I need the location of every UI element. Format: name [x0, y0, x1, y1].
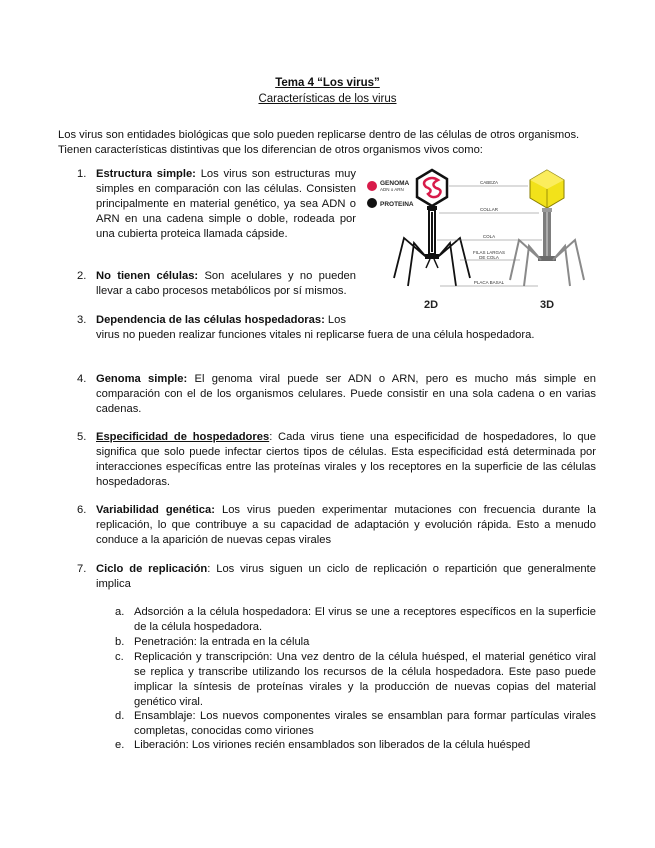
item-heading: Genoma simple: [96, 373, 188, 385]
document-subtitle: Características de los virus [258, 93, 397, 105]
item-text: Los [324, 314, 346, 326]
item-heading: Variabilidad genética: [96, 504, 215, 516]
item-text: : Los virus siguen un ciclo de replicación o repartición que generalmente implica [96, 563, 596, 590]
sublist-letter: e. [115, 739, 125, 751]
sublist-item-b [115, 635, 596, 650]
item-text: Los virus son estructuras muy simples en comparación con las células. Consisten principalmente en material genético, ya sea ADN o ARN en una cadena simple o doble, rodeada por una cubierta proteica llamada cápside. [96, 168, 356, 240]
document-title: Tema 4 “Los virus” [275, 77, 380, 89]
phage-2d-drawing [394, 170, 470, 286]
sublist-text: Liberación: Los viriones recién ensamblados son liberados de la célula huésped [134, 739, 531, 751]
item-heading: Especificidad de hospedadores [96, 431, 270, 443]
sublist-item-e [115, 738, 596, 753]
item-heading: Estructura simple: [96, 168, 196, 180]
proteina-legend-dot [367, 198, 377, 208]
legend-proteina: PROTEINA [380, 201, 414, 208]
label-placa: PLACA BASAL [473, 280, 505, 285]
sublist-text: Penetración: la entrada en la célula [134, 636, 310, 648]
list-item-7 [77, 562, 596, 592]
sublist-letter: b. [115, 636, 125, 648]
phage-3d-drawing [510, 170, 584, 286]
list-item-3 [77, 313, 596, 343]
sublist-text: Ensamblaje: Los nuevos componentes virales se ensamblan para formar partículas virales completas, conocidas como viriones [134, 710, 596, 737]
intro-paragraph: Los virus son entidades biológicas que solo pueden replicarse dentro de las células de otros organismos. Tienen características distintivas que los diferencian de otros organismos vivos como: [58, 129, 580, 156]
list-number: 6. [77, 504, 87, 516]
sublist-item-d [115, 709, 596, 739]
legend-genoma: GENOMA [380, 180, 410, 187]
item-heading: No tienen células: [96, 270, 199, 282]
legend-genoma-sub: ADN o ARN [380, 187, 404, 192]
sublist-item-a [115, 605, 596, 635]
sublist-text: Adsorción a la célula hospedadora: El virus se une a receptores específicos en la superficie de la célula hospedadora. [134, 606, 596, 633]
list-item-2 [77, 269, 356, 299]
list-number: 5. [77, 431, 87, 443]
list-number: 3. [77, 314, 87, 326]
bacteriophage-figure [364, 168, 609, 313]
item-text: El genoma viral puede ser ADN o ARN, pero es mucho más simple en comparación con el de los organismos celulares. Puede consistir en una sola cadena o en varias cadenas. [96, 373, 596, 415]
list-number: 2. [77, 270, 87, 282]
list-item-6 [77, 503, 596, 548]
list-number: 1. [77, 168, 87, 180]
list-number: 7. [77, 563, 87, 575]
list-number: 4. [77, 373, 87, 385]
sublist-text: Replicación y transcripción: Una vez dentro de la célula huésped, el material genético viral se replica y transcribe utilizando los recursos de la célula hospedadora. Este paso puede implicar la síntesis de proteínas virales y la producción de nuevas copias del material genético viral. [134, 651, 596, 708]
label-2d: 2D [424, 299, 439, 311]
label-filas-2: DE COLA [479, 255, 499, 260]
sublist-item-c [115, 650, 596, 710]
label-cola: COLA [482, 234, 496, 239]
item-text: Son acelulares y no pueden llevar a cabo procesos metabólicos por sí mismos. [96, 270, 356, 297]
label-collar: COLLAR [479, 207, 499, 212]
list-item-4 [77, 372, 596, 417]
item-text-continued: virus no pueden realizar funciones vitales ni replicarse fuera de una célula hospedadora. [96, 329, 535, 341]
label-filas-1: FILAS LARGAS [472, 250, 506, 255]
sublist-letter: d. [115, 710, 125, 722]
label-cabeza: CABEZA [479, 180, 499, 185]
genoma-legend-dot [367, 181, 377, 191]
label-3d: 3D [540, 299, 555, 311]
item-heading: Dependencia de las células hospedadoras: [96, 314, 325, 326]
item-text: Los virus pueden experimentar mutaciones con frecuencia durante la replicación, lo que contribuye a su capacidad de adaptación y evolución rápida. Esto a menudo conduce a la aparición de nuevas cepas virales [96, 504, 596, 546]
item-text: : Cada virus tiene una especificidad de hospedadores, lo que significa que solo puede infectar ciertos tipos de células. Esta especificidad está determinada por interacciones específicas entre las proteínas virales y los receptores en la superficie de las células hospedadoras. [96, 431, 596, 488]
list-item-5 [77, 430, 596, 490]
sublist-letter: a. [115, 606, 125, 618]
sublist-letter: c. [115, 651, 124, 663]
list-item-1 [77, 167, 356, 242]
item-heading: Ciclo de replicación [96, 563, 208, 575]
